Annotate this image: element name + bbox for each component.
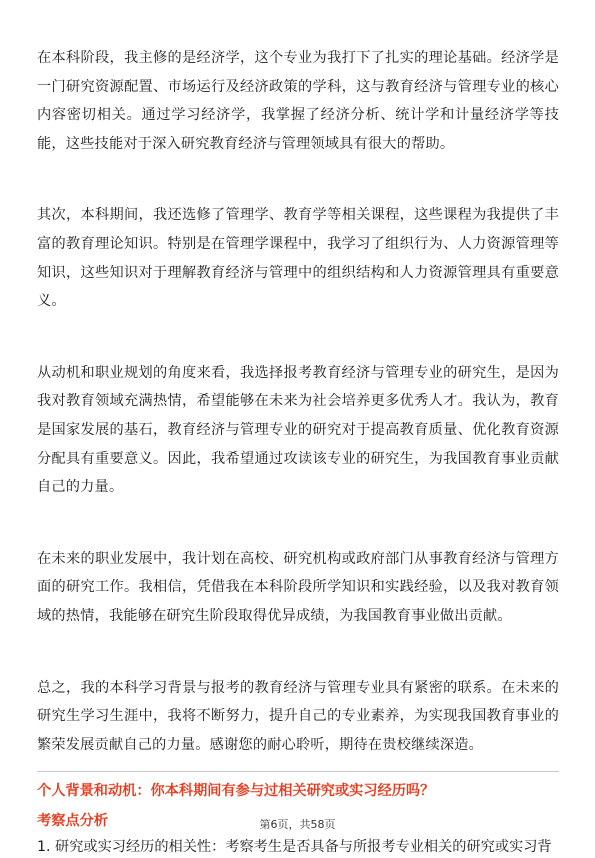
- paragraph-undergrad-major: 在本科阶段，我主修的是经济学，这个专业为我打下了扎实的理论基础。经济学是一门研究资源配置、市场运行及经济政策的学科，这与教育经济与管理专业的核心内容密切相关。通过学习经济学，我掌握了经济分析、统计学和计量经济学等技能，这些技能对于深入研究教育经济与管理领域具有很大的帮助。: [37, 50, 559, 152]
- paragraph-elective-courses: 其次，本科期间，我还选修了管理学、教育学等相关课程，这些课程为我提供了丰富的教育理论知识。特别是在管理学课程中，我学习了组织行为、人力资源管理等知识，这些知识对于理解教育经济与管理中的组织结构和人力资源管理具有重要意义。: [37, 207, 559, 310]
- analysis-point-1: 1. 研究或实习经历的相关性：考察考生是否具备与所报考专业相关的研究或实习背: [37, 839, 552, 856]
- interview-question: 个人背景和动机：你本科期间有参与过相关研究或实习经历吗？: [37, 783, 435, 800]
- paragraph-motivation: 从动机和职业规划的角度来看，我选择报考教育经济与管理专业的研究生，是因为我对教育领域充满热情，希望能够在未来为社会培养更多优秀人才。我认为，教育是国家发展的基石，教育经济与管理专业的研究对于提高教育质量、优化教育资源分配具有重要意义。因此，我希望通过攻读该专业的研究生，为我国教育事业贡献自己的力量。: [37, 364, 559, 496]
- page-number-footer: 第6页，共58页: [259, 818, 336, 831]
- paragraph-career-plan: 在未来的职业发展中，我计划在高校、研究机构或政府部门从事教育经济与管理方面的研究工作。我相信，凭借我在本科阶段所学知识和实践经验，以及我对教育领域的热情，我能够在研究生阶段取得优异成绩，为我国教育事业做出贡献。: [37, 550, 559, 624]
- analysis-heading: 考察点分析: [37, 813, 108, 830]
- paragraph-conclusion: 总之，我的本科学习背景与报考的教育经济与管理专业具有紧密的联系。在未来的研究生学习生涯中，我将不断努力，提升自己的专业素养，为实现我国教育事业的繁荣发展贡献自己的力量。感谢您的耐心聆听，期待在贵校继续深造。: [37, 679, 559, 753]
- document-body: [37, 44, 559, 858]
- section-divider: [37, 771, 559, 772]
